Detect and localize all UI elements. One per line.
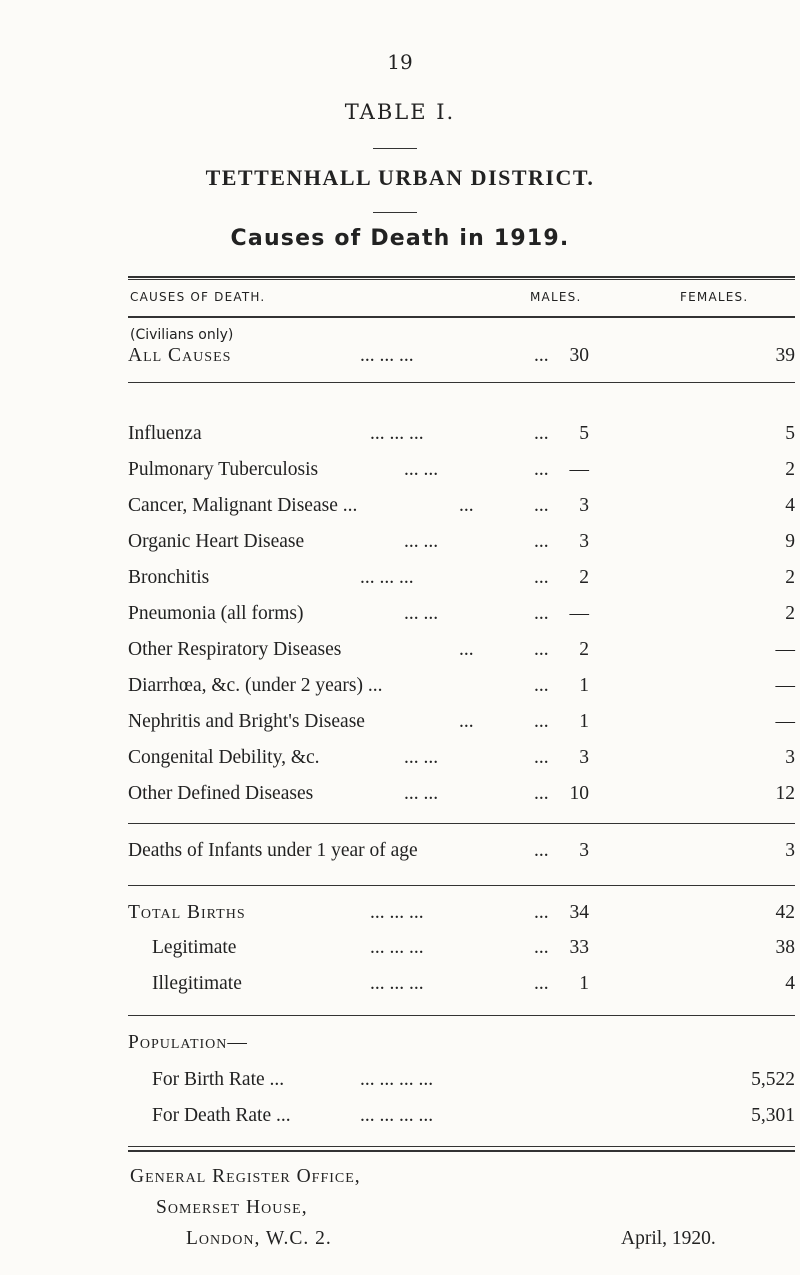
column-header-females: FEMALES. [680,290,749,304]
births-row [128,937,795,967]
footer-city: London, W.C. 2. [186,1228,332,1249]
leader-dots: ... [534,495,549,516]
males-value: 1 [579,675,589,696]
row-label: Pneumonia (all forms) [128,603,304,624]
table-row [128,747,795,777]
leader-dots: ... ... [404,531,439,552]
table-row [128,603,795,633]
leader-dots: ... ... ... [370,973,424,994]
females-value: — [775,711,795,732]
row-label: Cancer, Malignant Disease ... [128,495,358,516]
females-value: 12 [775,783,795,804]
leader-dots: ... ... ... [360,567,414,588]
footer-date: April, 1920. [621,1228,716,1249]
females-value: 42 [775,902,795,923]
leader-dots: ... ... ... ... [360,1105,434,1126]
males-value: 1 [579,711,589,732]
table-top-rule [128,279,795,280]
row-label: Congenital Debility, &c. [128,747,320,768]
row-label: Illegitimate [152,973,242,994]
infants-row [128,840,795,870]
males-value: 10 [569,783,589,804]
leader-dots: ... [534,783,549,804]
females-value: 2 [785,603,795,624]
males-value: — [569,459,589,480]
table-subtitle: Causes of Death in 1919. [230,226,570,251]
females-value: 5 [785,423,795,444]
table-row [128,459,795,489]
leader-dots: ... [534,423,549,444]
males-value: 30 [569,345,589,366]
males-value: — [569,603,589,624]
males-value: 34 [569,902,589,923]
row-label: Nephritis and Bright's Disease [128,711,365,732]
footer-office: General Register Office, [130,1166,361,1187]
section-rule [128,1015,795,1016]
leader-dots: ... [534,937,549,958]
females-value: — [775,675,795,696]
table-bottom-rule [128,1146,795,1147]
leader-dots: ... ... [404,783,439,804]
leader-dots: ... ... ... [370,937,424,958]
leader-dots: ... ... ... [370,902,424,923]
females-value: 38 [775,937,795,958]
section-rule [128,885,795,886]
row-label: Influenza [128,423,202,444]
table-label: TABLE I. [344,100,456,124]
section-rule [128,823,795,824]
row-label: Pulmonary Tuberculosis [128,459,319,480]
females-value: — [775,639,795,660]
row-label: Organic Heart Disease [128,531,305,552]
males-value: 33 [569,937,589,958]
females-value: 4 [785,495,795,516]
section-rule [128,382,795,383]
column-header-cause: CAUSES OF DEATH. [130,290,266,304]
civilians-note: (Civilians only) [130,327,234,343]
row-label: Bronchitis [128,567,210,588]
males-value: 5 [579,423,589,444]
females-value: 3 [785,747,795,768]
table-top-rule [128,276,795,278]
leader-dots: ... [534,711,549,732]
births-row [128,902,795,932]
males-value: 3 [579,531,589,552]
row-label: Legitimate [152,937,237,958]
leader-dots: ... [534,675,549,696]
footer-house: Somerset House, [156,1197,308,1218]
leader-dots: ... [534,567,549,588]
leader-dots: ... ... ... [370,423,424,444]
leader-dots: ... [534,459,549,480]
row-label: Other Respiratory Diseases [128,639,342,660]
row-label: For Birth Rate ... [152,1069,285,1090]
males-value: 3 [579,747,589,768]
females-value: 2 [785,459,795,480]
table-row [128,639,795,669]
header-rule [128,316,795,318]
population-value: 5,301 [751,1105,795,1126]
table-bottom-rule [128,1150,795,1152]
row-label: All Causes [128,345,232,366]
table-row [128,423,795,453]
leader-dots: ... [534,902,549,923]
table-row [128,531,795,561]
row-label: Other Defined Diseases [128,783,314,804]
males-value: 3 [579,840,589,861]
males-value: 1 [579,973,589,994]
district-title: TETTENHALL URBAN DISTRICT. [205,165,595,190]
births-row [128,973,795,1003]
leader-dots: ... [459,495,474,516]
females-value: 4 [785,973,795,994]
females-value: 2 [785,567,795,588]
population-value: 5,522 [751,1069,795,1090]
table-row [128,495,795,525]
table-row [128,675,795,705]
table-row [128,567,795,597]
population-heading: Population— [128,1032,248,1053]
column-header-males: MALES. [530,290,582,304]
males-value: 3 [579,495,589,516]
males-value: 2 [579,639,589,660]
leader-dots: ... ... [404,459,439,480]
row-label: For Death Rate ... [152,1105,291,1126]
leader-dots: ... [534,345,549,366]
population-row [128,1105,795,1135]
table-row [128,783,795,813]
population-row [128,1069,795,1099]
leader-dots: ... ... [404,747,439,768]
females-value: 9 [785,531,795,552]
leader-dots: ... ... [404,603,439,624]
row-label: Diarrhœa, &c. (under 2 years) ... [128,675,383,696]
table-row [128,711,795,741]
divider [373,212,417,213]
leader-dots: ... ... ... ... [360,1069,434,1090]
females-value: 39 [775,345,795,366]
males-value: 2 [579,567,589,588]
leader-dots: ... [534,603,549,624]
leader-dots: ... [459,639,474,660]
leader-dots: ... [534,840,549,861]
leader-dots: ... ... ... [360,345,414,366]
all-causes-row [128,345,795,375]
leader-dots: ... [534,531,549,552]
row-label: Total Births [128,902,246,923]
females-value: 3 [785,840,795,861]
page-number: 19 [387,50,413,74]
leader-dots: ... [534,747,549,768]
divider [373,148,417,149]
leader-dots: ... [534,973,549,994]
row-label: Deaths of Infants under 1 year of age [128,840,418,861]
leader-dots: ... [534,639,549,660]
leader-dots: ... [459,711,474,732]
